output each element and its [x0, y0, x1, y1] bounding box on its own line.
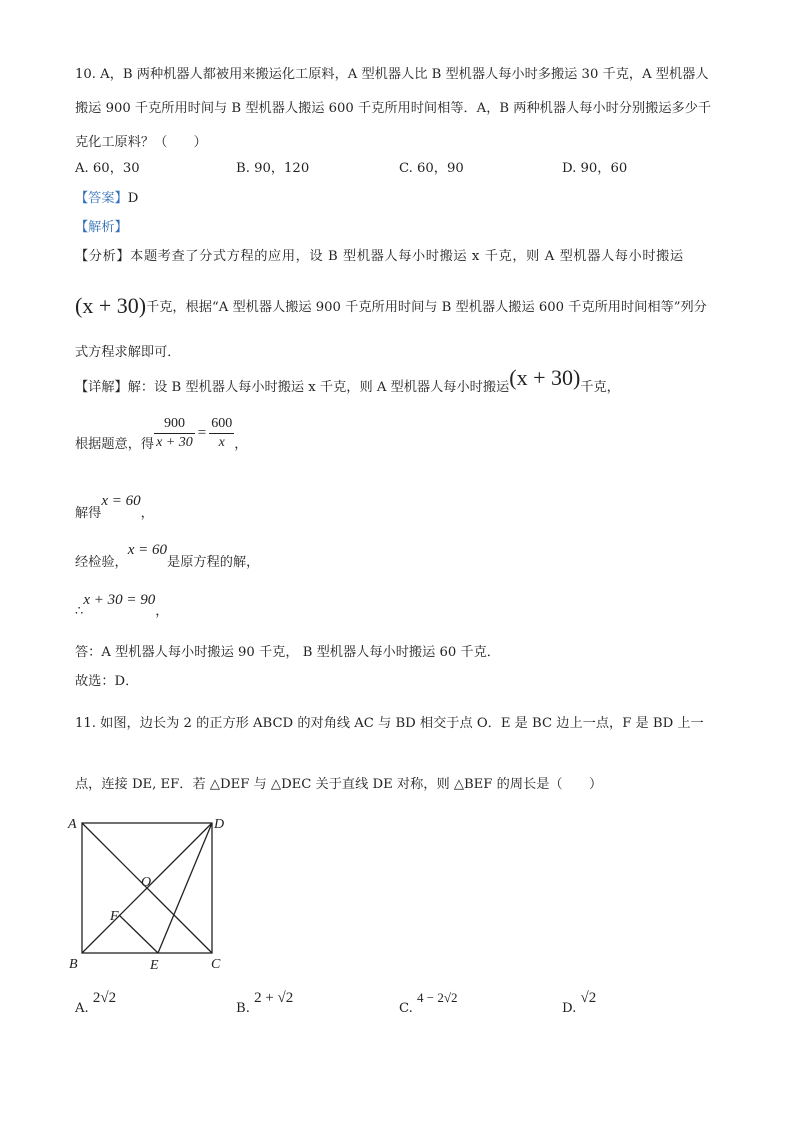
q10-option-d: D. 90，60 [562, 161, 628, 176]
fenxi-line1 [75, 245, 684, 264]
label-f: F [110, 909, 119, 924]
fraction-left-den: x + 30 [156, 435, 193, 450]
q11-option-a-letter: A. [75, 1001, 89, 1016]
label-c: C [211, 957, 221, 972]
q11-stem-line1: 11. 如图，边长为 2 的正方形 ABCD 的对角线 AC 与 BD 相交于点 O．E 是 BC 边上一点，F 是 BD 上一 [75, 716, 704, 731]
eq-suffix: ， [234, 437, 248, 452]
q10-stem-line1: 10. A，B 两种机器人都被用来搬运化工原料，A 型机器人比 B 型机器人每小时多搬运 30 千克，A 型机器人 [75, 67, 709, 82]
fenxi-text2: 千克，根据“A 型机器人搬运 900 千克所用时间与 B 型机器人搬运 600 千克所用时间相等”列分 [146, 300, 707, 315]
q11-option-b [236, 990, 294, 1016]
q10-stem-line3: 克化工原料？（ ） [75, 135, 207, 150]
therefore-expr: x + 30 = 90 [83, 592, 156, 608]
segment-de [158, 823, 212, 953]
label-b: B [69, 957, 78, 972]
q10-option-c: C. 60，90 [399, 161, 464, 176]
detail-line1 [75, 365, 620, 399]
therefore-symbol: ∴ [75, 604, 84, 619]
q11-option-c-letter: C. [399, 1001, 413, 1016]
q10-option-b: B. 90，120 [236, 161, 310, 176]
choose-line: 故选：D． [75, 674, 139, 689]
detail-text1: 解：设 B 型机器人每小时搬运 x 千克，则 A 型机器人每小时搬运 [127, 380, 510, 395]
equation-row [75, 416, 247, 451]
eq-prefix: 根据题意，得 [75, 437, 155, 452]
q11-option-c [399, 990, 458, 1016]
q11-option-b-letter: B. [236, 1001, 250, 1016]
solve-expr: x = 60 [101, 493, 141, 509]
solve-suffix: ， [140, 506, 154, 521]
q10-answer-row [75, 187, 138, 206]
label-a: A [68, 817, 77, 832]
fenxi-line3: 式方程求解即可． [75, 345, 181, 360]
q11-option-d [562, 990, 597, 1016]
label-e: E [150, 958, 159, 973]
label-d: D [214, 817, 225, 832]
q11-option-b-value: 2 + √2 [254, 990, 294, 1006]
q11-option-c-value: 4 − 2√2 [417, 990, 458, 1005]
therefore-row [75, 589, 169, 619]
eq-equals: = [197, 425, 207, 441]
fraction-right [209, 416, 234, 451]
solve-row [75, 490, 154, 521]
q11-stem-line2: 点，连接 DE, EF．若 △DEF 与 △DEC 关于直线 DE 对称，则 △BEF 的周长是（ ） [75, 777, 603, 792]
answer-value: D [127, 191, 139, 206]
q11-option-a-value: 2√2 [92, 990, 117, 1006]
square-figure [66, 808, 266, 978]
label-o: O [141, 875, 152, 890]
detail-tag: 【详解】 [75, 380, 128, 395]
q10-option-a: A. 60，30 [75, 161, 140, 176]
check-row [75, 539, 260, 570]
analysis-tag: 【解析】 [75, 220, 128, 235]
q10-stem-line2: 搬运 900 千克所用时间与 B 型机器人搬运 600 千克所用时间相等．A，B 两种机器人每小时分别搬运多少千 [75, 101, 712, 116]
check-suffix: 是原方程的解， [167, 555, 260, 570]
fraction-right-den: x [218, 435, 225, 450]
q11-option-d-value: √2 [580, 990, 597, 1006]
q11-option-a [75, 990, 117, 1016]
q11-option-d-letter: D. [562, 1001, 577, 1016]
answer-tag: 【答案】 [75, 191, 128, 206]
detail-end: 千克， [580, 380, 620, 395]
therefore-suffix: ， [155, 604, 169, 619]
fenxi-expr: (x + 30) [75, 293, 147, 318]
fraction-left [154, 416, 195, 451]
check-prefix: 经检验， [75, 555, 128, 570]
reply-line: 答：A 型机器人每小时搬运 90 千克， B 型机器人每小时搬运 60 千克． [75, 645, 500, 660]
fenxi-text1: 本题考查了分式方程的应用，设 B 型机器人每小时搬运 x 千克，则 A 型机器人每小时搬运 [130, 249, 684, 264]
segment-ef [119, 915, 158, 953]
fraction-left-num: 900 [154, 416, 195, 434]
fenxi-tag: 【分析】 [75, 249, 131, 264]
solve-prefix: 解得 [75, 506, 102, 521]
check-expr: x = 60 [127, 542, 168, 558]
fraction-right-num: 600 [209, 416, 234, 434]
detail-expr: (x + 30) [509, 365, 581, 390]
fenxi-line2 [75, 293, 707, 319]
